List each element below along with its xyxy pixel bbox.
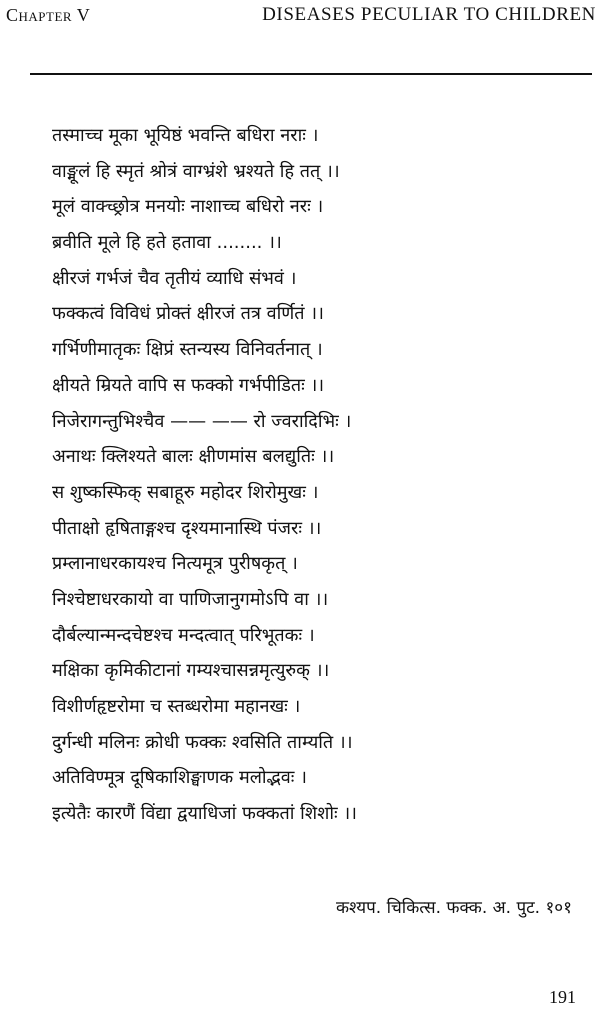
verse-line: क्षीयते म्रियते वापि स फक्को गर्भपीडितः ।। (52, 374, 325, 396)
header-rule (30, 73, 592, 75)
verse-line: पीताक्षो हृषिताङ्गश्च दृश्यमानास्थि पंजरः ।। (52, 517, 322, 539)
verse-line: गर्भिणीमातृकः क्षिप्रं स्तन्यस्य विनिवर्तनात् । (52, 339, 323, 361)
verse-line: फक्कत्वं विविधं प्रोक्तं क्षीरजं तत्र वर्णितं ।। (52, 303, 324, 325)
verse-line: स शुष्कस्फिक् सबाहूरु महोदर शिरोमुखः । (52, 481, 319, 503)
verse-line: निश्चेष्टाधरकायो वा पाणिजानुगमोऽपि वा ।। (52, 588, 329, 610)
verse-line: तस्माच्च मूका भूयिष्ठं भवन्ति बधिरा नराः । (52, 125, 319, 146)
verse-line: विशीर्णहृष्टरोमा च स्तब्धरोमा महानखः । (52, 696, 301, 717)
chapter-label: Chapter V (6, 5, 91, 25)
running-head (0, 4, 600, 30)
verse-block (52, 118, 572, 832)
verse-line: प्रम्लानाधरकायश्च नित्यमूत्र पुरीषकृत् । (52, 553, 298, 575)
verse-line: मक्षिका कृमिकीटानां गम्यश्चासन्नमृत्युरुक् ।। (52, 660, 330, 682)
chapter-title: DISEASES PECULIAR TO CHILDREN (262, 4, 596, 25)
source-reference: कश्यप. चिकित्स. फक्क. अ. पुट. १०१ (335, 898, 572, 918)
verse-line: अतिविण्मूत्र दूषिकाशिङ्घाणक मलोद्भवः । (52, 767, 307, 789)
verse-line: निजेरागन्तुभिश्चैव —— —— रो ज्वरादिभिः । (52, 410, 352, 432)
verse-line: दौर्बल्यान्मन्दचेष्टश्च मन्दत्वात् परिभूतकः । (52, 624, 315, 646)
verse-line: ब्रवीति मूले हि हते हतावा ........ ।। (52, 232, 282, 254)
page-number: 191 (549, 987, 576, 1007)
verse-line: इत्येतैः कारणैं विंद्या द्वयाधिजां फक्कतां शिशोः ।। (52, 803, 357, 825)
verse-line: क्षीरजं गर्भजं चैव तृतीयं व्याधि संभवं । (52, 267, 297, 289)
verse-line: दुर्गन्धी मलिनः क्रोधी फक्कः श्वसिति ताम्यति ।। (52, 731, 353, 753)
verse-line: अनाथः क्लिश्यते बालः क्षीणमांस बलद्युतिः ।। (52, 446, 335, 468)
verse-line: वाङ्मूलं हि स्मृतं श्रोत्रं वाग्भ्रंशे भ्रश्यते हि तत् ।। (52, 160, 340, 182)
verse-line: मूलं वाक्च्छ्रोत्र मनयोः नाशाच्च बधिरो नरः । (52, 196, 324, 218)
